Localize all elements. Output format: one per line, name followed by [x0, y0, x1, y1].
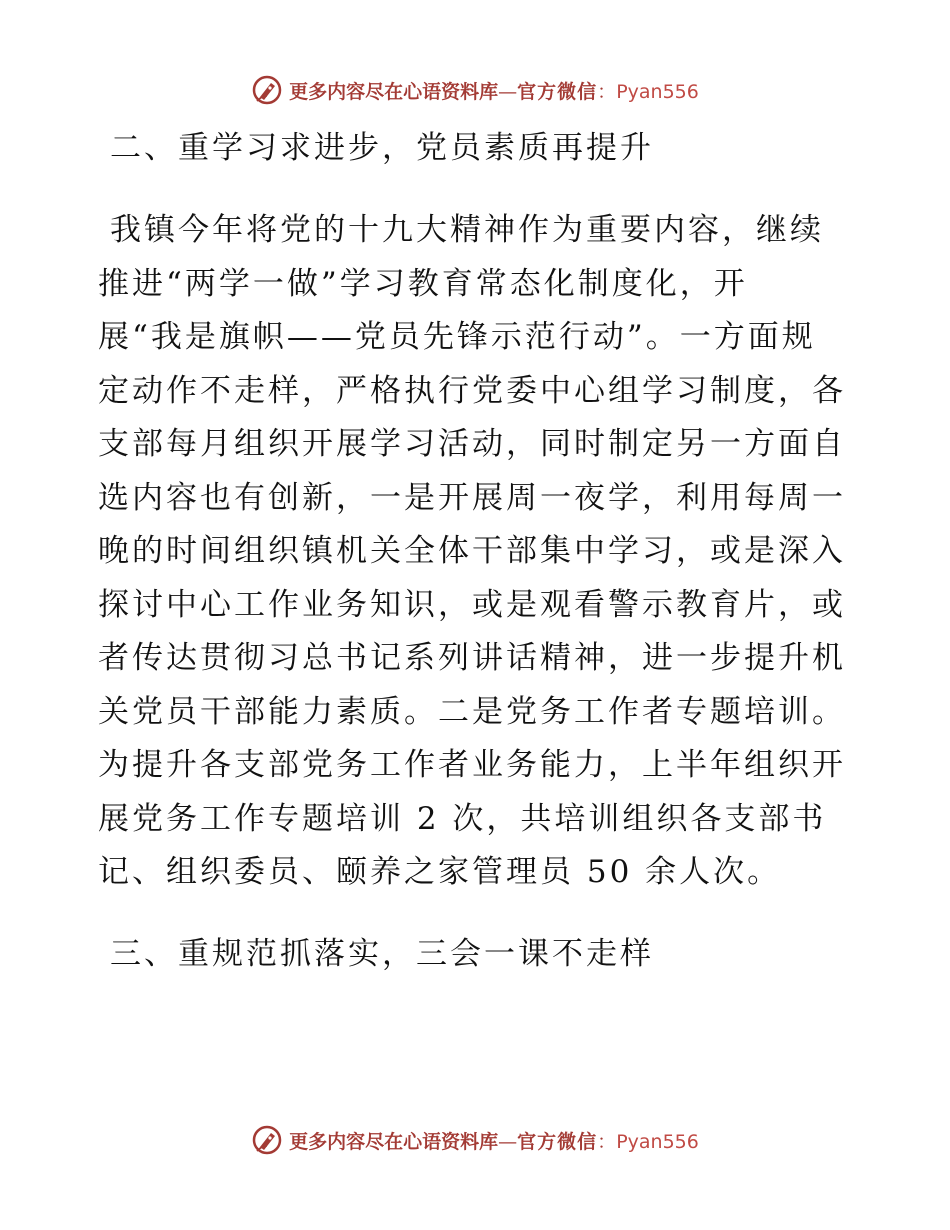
paragraph-line: 定动作不走样，严格执行党委中心组学习制度，各 — [98, 372, 846, 409]
section-heading-2: 二、重学习求进步，党员素质再提升 — [110, 130, 654, 166]
pen-nib-logo-icon — [251, 1124, 283, 1156]
document-body — [98, 122, 858, 980]
header-watermark-banner — [0, 70, 950, 110]
paragraph-line: 选内容也有创新，一是开展周一夜学，利用每周一 — [98, 479, 846, 516]
paragraph-line: 推进“两学一做”学习教育常态化制度化，开 — [98, 265, 748, 302]
watermark-dash: — — [498, 80, 518, 103]
watermark-wechat-label: 官方微信 — [517, 1130, 598, 1153]
watermark-main-text: 更多内容尽在心语资料库 — [289, 80, 499, 103]
paragraph-line: 支部每月组织开展学习活动，同时制定另一方面自 — [98, 426, 846, 462]
paragraph-line: 展党务工作专题培训 2 次，共培训组织各支部书 — [98, 800, 827, 837]
footer-watermark-banner — [0, 1120, 950, 1160]
paragraph-line: 我镇今年将党的十九大精神作为重要内容，继续 — [110, 212, 824, 248]
watermark-dash: — — [498, 1130, 518, 1153]
paragraph-line: 记、组织委员、颐养之家管理员 50 余人次。 — [98, 854, 782, 890]
watermark-text — [289, 1127, 699, 1154]
watermark-text — [289, 77, 699, 104]
section-paragraph — [98, 204, 858, 900]
watermark-wechat-id: Pyan556 — [616, 1130, 699, 1153]
watermark-colon: ： — [597, 1130, 617, 1153]
paragraph-line: 展“我是旗帜——党员先锋示范行动”。一方面规 — [98, 319, 816, 355]
watermark-colon: ： — [597, 80, 617, 103]
watermark-wechat-id: Pyan556 — [616, 80, 699, 103]
pen-nib-logo-icon — [251, 74, 283, 106]
paragraph-line: 探讨中心工作业务知识，或是观看警示教育片，或 — [98, 586, 846, 623]
paragraph-line: 晚的时间组织镇机关全体干部集中学习，或是深入 — [98, 533, 846, 569]
section-heading-3: 三、重规范抓落实，三会一课不走样 — [110, 935, 654, 972]
paragraph-line: 为提升各支部党务工作者业务能力，上半年组织开 — [98, 747, 846, 783]
watermark-wechat-label: 官方微信 — [517, 80, 598, 103]
watermark-main-text: 更多内容尽在心语资料库 — [289, 1130, 499, 1153]
paragraph-line: 关党员干部能力素质。二是党务工作者专题培训。 — [98, 693, 846, 730]
paragraph-line: 者传达贯彻习总书记系列讲话精神，进一步提升机 — [98, 640, 846, 676]
